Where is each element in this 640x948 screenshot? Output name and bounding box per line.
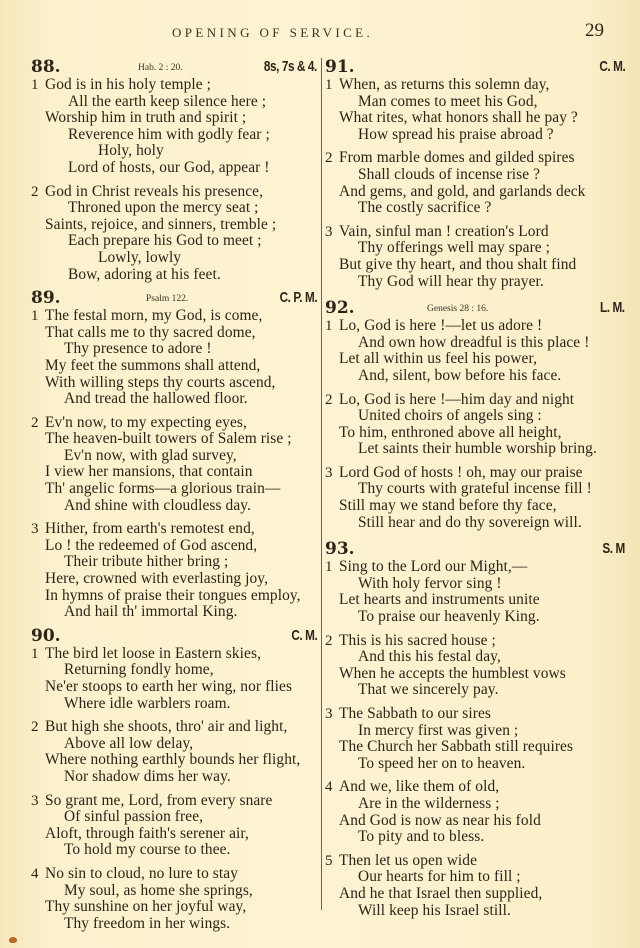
stanza <box>325 779 625 845</box>
stanza <box>31 77 317 177</box>
verse-line: Thy courts with grateful incense fill ! <box>358 480 592 498</box>
stanza-number: 2 <box>325 150 333 167</box>
verse-line: Lowly, lowly <box>98 248 182 266</box>
verse-line: And we, like them of old, <box>339 778 500 796</box>
hymn-heading <box>31 57 317 77</box>
stanza-number: 1 <box>325 318 333 335</box>
verse-line: Ev'n now, with glad survey, <box>64 446 237 464</box>
verse-line: Thy sunshine on her joyful way, <box>45 898 247 916</box>
hymn-89 <box>31 288 317 621</box>
verse-line: Still may we stand before thy face, <box>339 497 557 515</box>
hymn-meter: C. P. M. <box>279 289 317 307</box>
verse-line: And hail th' immortal King. <box>64 603 238 621</box>
verse-line: The festal morn, my God, is come, <box>45 307 263 325</box>
verse-line: The heaven-built towers of Salem rise ; <box>45 430 292 448</box>
verse-line: Thy presence to adore ! <box>64 340 212 358</box>
stanza-number: 3 <box>31 521 39 538</box>
stanza <box>325 224 625 290</box>
stanza-number: 3 <box>325 223 333 240</box>
verse-line: Shall clouds of incense rise ? <box>358 165 541 183</box>
stanza-number: 2 <box>325 632 333 649</box>
verse-line: My soul, as home she springs, <box>64 881 253 899</box>
scripture-reference: Genesis 28 : 16. <box>427 304 489 315</box>
stanza-number: 3 <box>325 706 333 722</box>
stanza-number: 2 <box>31 719 39 736</box>
hymn-number: 88. <box>31 57 61 77</box>
hymn-92 <box>325 298 625 531</box>
stanza-number: 1 <box>325 77 333 93</box>
verse-line: This is his sacred house ; <box>339 631 496 649</box>
verse-line: To hold my course to thee. <box>64 841 231 859</box>
verse-line: With willing steps thy courts ascend, <box>45 373 276 391</box>
verse-line: Vain, sinful man ! creation's Lord <box>339 222 549 240</box>
scripture-reference: Psalm 122. <box>146 294 189 305</box>
verse-line: To praise our heavenly King. <box>358 608 540 626</box>
verse-line: Hither, from earth's remotest end, <box>45 520 255 538</box>
verse-line: But give thy heart, and thou shalt find <box>339 255 577 273</box>
verse-line: Lo ! the redeemed of God ascend, <box>45 536 258 554</box>
verse-line: To speed her on to heaven. <box>358 754 526 772</box>
verse-line: The bird let loose in Eastern skies, <box>45 644 262 662</box>
stanza <box>325 465 625 531</box>
verse-line: I view her mansions, that contain <box>45 463 253 481</box>
verse-line: Sing to the Lord our Might,— <box>339 558 528 576</box>
verse-line: And own how dreadful is this place ! <box>358 333 590 351</box>
hymn-heading <box>31 626 317 646</box>
stanza <box>325 77 625 143</box>
stanza <box>31 521 317 621</box>
verse-line: When, as returns this solemn day, <box>339 76 550 93</box>
verse-line: From marble domes and gilded spires <box>339 149 575 167</box>
verse-line: With holy fervor sing ! <box>358 574 502 592</box>
verse-line: And God is now as near his fold <box>339 811 541 829</box>
hymn-heading <box>325 298 625 318</box>
verse-line: Lo, God is here !—let us adore ! <box>339 317 543 335</box>
verse-line: And he that Israel then supplied, <box>339 884 543 902</box>
verse-line: And, silent, bow before his face. <box>358 366 562 384</box>
verse-line: Are in the wilderness ; <box>358 794 500 812</box>
hymn-number: 90. <box>31 625 61 646</box>
verse-line: To him, enthroned above all height, <box>339 423 562 441</box>
verse-line: Lo, God is here !—him day and night <box>339 390 575 408</box>
verse-line: Reverence him with godly fear ; <box>68 125 270 143</box>
hymn-meter: S. M <box>602 540 625 558</box>
stanza <box>31 646 317 712</box>
verse-line: That calls me to thy sacred dome, <box>45 323 256 341</box>
stanza-number: 1 <box>31 308 39 325</box>
verse-line: Let hearts and instruments unite <box>339 591 540 609</box>
verse-line: All the earth keep silence here ; <box>68 92 267 110</box>
verse-line: And this his festal day, <box>358 648 501 666</box>
stanza <box>31 308 317 408</box>
stanza <box>31 719 317 785</box>
verse-line: Where nothing earthly bounds her flight, <box>45 751 301 769</box>
verse-line: Will keep his Israel still. <box>358 901 511 919</box>
stanza <box>31 866 317 932</box>
verse-line: When he accepts the humblest vows <box>339 664 566 682</box>
stanza <box>325 392 625 458</box>
hymn-93 <box>325 539 625 919</box>
verse-line: Still hear and do thy sovereign will. <box>358 513 582 531</box>
ink-stain <box>9 937 17 943</box>
verse-line: The Church her Sabbath still requires <box>339 738 574 756</box>
stanza-number: 3 <box>31 792 39 809</box>
hymn-meter: 8s, 7s & 4. <box>264 58 317 75</box>
right-column <box>325 57 625 919</box>
verse-line: Bow, adoring at his feet. <box>68 265 221 283</box>
stanza-number: 3 <box>325 464 333 481</box>
hymn-meter: C. M. <box>598 58 625 75</box>
stanza <box>325 706 625 772</box>
verse-line: Returning fondly home, <box>64 661 214 679</box>
verse-line: And tread the hallowed floor. <box>64 390 248 408</box>
stanza <box>325 318 625 384</box>
verse-line: God in Christ reveals his presence, <box>45 182 264 200</box>
hymn-heading <box>325 57 625 77</box>
verse-line: That we sincerely pay. <box>358 681 499 699</box>
stanza-number: 4 <box>325 779 333 796</box>
verse-line: The costly sacrifice ? <box>358 199 492 217</box>
verse-line: United choirs of angels sing : <box>358 407 542 425</box>
hymn-number: 93. <box>325 539 355 560</box>
verse-line: In hymns of praise their tongues employ, <box>45 586 301 604</box>
verse-line: But high she shoots, thro' air and light, <box>45 718 288 736</box>
running-title: OPENING OF SERVICE. <box>172 25 374 40</box>
verse-line: Ev'n now, to my expecting eyes, <box>45 413 247 431</box>
verse-line: Man comes to meet his God, <box>358 92 538 110</box>
verse-line: My feet the summons shall attend, <box>45 356 261 374</box>
verse-line: Nor shadow dims her way. <box>64 767 231 785</box>
hymn-number: 89. <box>31 288 61 309</box>
hymn-meter: C. M. <box>290 626 317 644</box>
hymn-number: 91. <box>325 57 355 77</box>
stanza <box>325 633 625 699</box>
verse-line: No sin to cloud, no lure to stay <box>45 864 238 882</box>
verse-line: And gems, and gold, and garlands deck <box>339 182 586 200</box>
stanza-number: 1 <box>325 559 333 576</box>
verse-line: Worship him in truth and spirit ; <box>45 109 247 127</box>
hymn-heading <box>325 539 625 559</box>
stanza <box>31 793 317 859</box>
page-header <box>0 18 640 42</box>
hymn-heading <box>31 288 317 308</box>
verse-line: Saints, rejoice, and sinners, tremble ; <box>45 215 277 233</box>
verse-line: Above all low delay, <box>64 734 194 752</box>
verse-line: So grant me, Lord, from every snare <box>45 791 273 809</box>
verse-line: What rites, what honors shall he pay ? <box>339 109 578 127</box>
verse-line: Thy freedom in her wings. <box>64 914 231 932</box>
stanza <box>31 415 317 515</box>
verse-line: Let all within us feel his power, <box>339 350 538 368</box>
hymn-88 <box>31 57 317 283</box>
verse-line: Thy God will hear thy prayer. <box>358 272 544 290</box>
verse-line: Th' angelic forms—a glorious train— <box>45 480 281 498</box>
hymn-meter: L. M. <box>600 299 625 317</box>
column-divider <box>321 58 322 910</box>
verse-line: Each prepare his God to meet ; <box>68 232 262 250</box>
stanza-number: 5 <box>325 852 333 869</box>
stanza <box>31 184 317 284</box>
hymn-number: 92. <box>325 298 355 319</box>
stanza-number: 4 <box>31 865 39 882</box>
verse-line: Let saints their humble worship bring. <box>358 440 597 458</box>
verse-line: In mercy first was given ; <box>358 721 519 739</box>
verse-line: Here, crowned with everlasting joy, <box>45 570 269 588</box>
stanza <box>325 559 625 625</box>
verse-line: Thy offerings well may spare ; <box>358 239 551 257</box>
verse-line: Our hearts for him to fill ; <box>358 868 521 886</box>
verse-line: The Sabbath to our sires <box>339 705 492 722</box>
stanza <box>325 853 625 919</box>
verse-line: Of sinful passion free, <box>64 808 204 826</box>
verse-line: Where idle warblers roam. <box>64 694 231 712</box>
verse-line: Their tribute hither bring ; <box>64 553 229 571</box>
verse-line: Throned upon the mercy seat ; <box>68 199 259 217</box>
verse-line: How spread his praise abroad ? <box>358 125 554 143</box>
hymn-90 <box>31 626 317 933</box>
stanza-number: 2 <box>325 391 333 408</box>
hymn-91 <box>325 57 625 290</box>
verse-line: Then let us open wide <box>339 851 478 869</box>
stanza-number: 2 <box>31 183 39 200</box>
verse-line: Aloft, through faith's serener air, <box>45 824 249 842</box>
verse-line: Lord God of hosts ! oh, may our praise <box>339 463 583 481</box>
stanza-number: 2 <box>31 414 39 431</box>
verse-line: God is in his holy temple ; <box>45 76 212 93</box>
verse-line: Holy, holy <box>98 142 164 160</box>
verse-line: Lord of hosts, our God, appear ! <box>68 158 270 176</box>
page-number: 29 <box>585 20 604 41</box>
verse-line: And shine with cloudless day. <box>64 496 251 514</box>
stanza <box>325 150 625 216</box>
verse-line: To pity and to bless. <box>358 828 485 846</box>
stanza-number: 1 <box>31 77 39 93</box>
scripture-reference: Hab. 2 : 20. <box>138 63 183 73</box>
verse-line: Ne'er stoops to earth her wing, nor flies <box>45 678 293 695</box>
left-column <box>31 57 317 932</box>
stanza-number: 1 <box>31 645 39 662</box>
